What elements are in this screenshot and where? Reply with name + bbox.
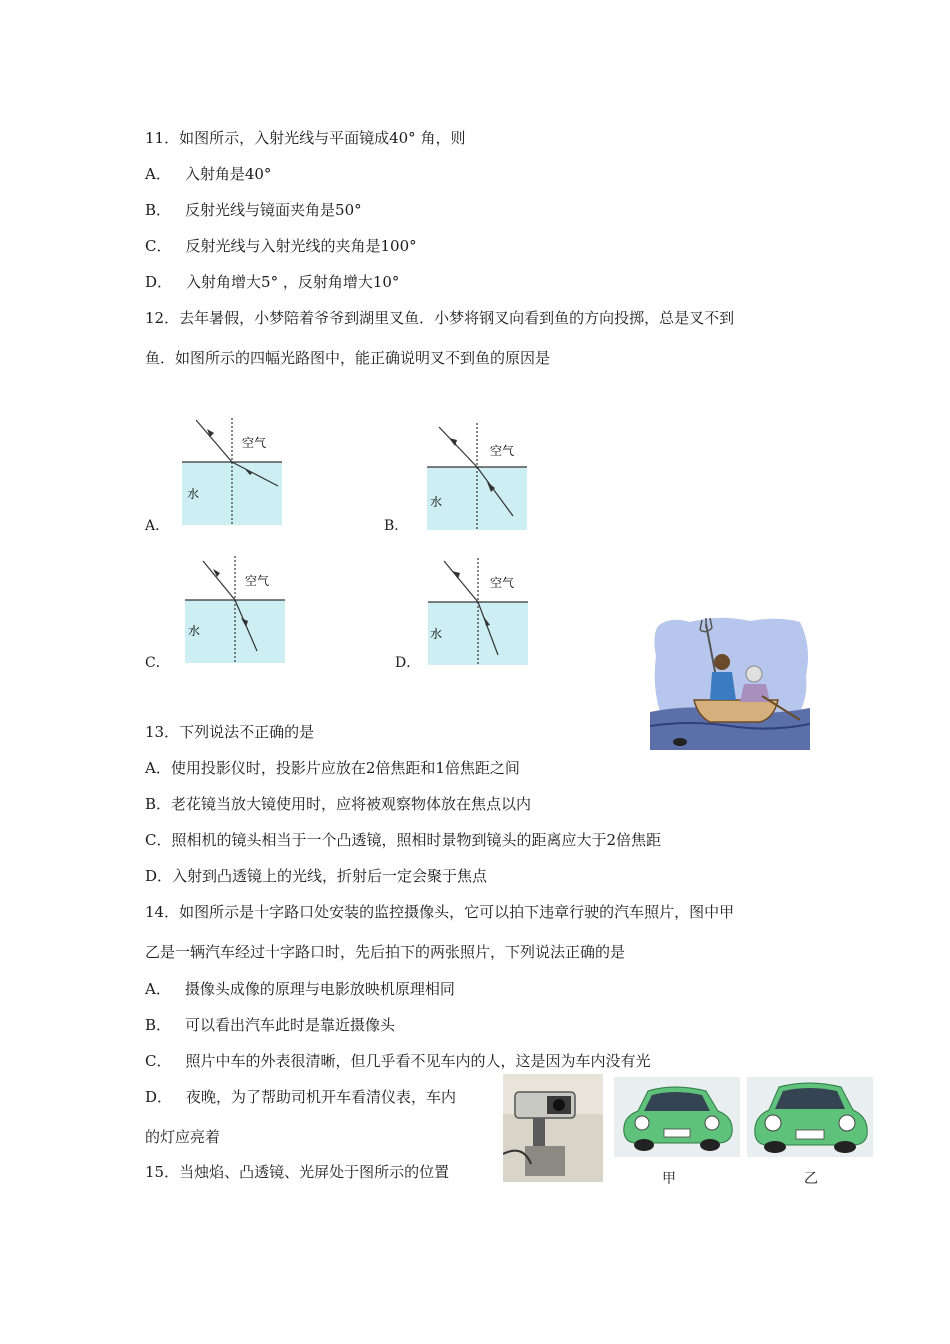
- child-body: [710, 672, 736, 700]
- diagram-b: [425, 420, 530, 532]
- q13-stem: 13．下列说法不正确的是: [145, 723, 315, 741]
- option-text: 摄像头成像的原理与电影放映机原理相同: [184, 980, 455, 998]
- option-letter: B．: [145, 1016, 172, 1034]
- option-letter: D．: [145, 273, 173, 291]
- car-wheel: [764, 1141, 786, 1153]
- water-label: 水: [430, 627, 443, 641]
- option-letter: A．: [145, 165, 171, 183]
- child-head: [714, 654, 730, 670]
- option-letter: B．: [145, 201, 172, 219]
- q14-option-d-cont: 的灯应亮着: [145, 1128, 221, 1146]
- air-label: 空气: [242, 436, 267, 450]
- q14-option-c: [145, 1051, 651, 1071]
- car-wheel: [834, 1141, 856, 1153]
- option-text: 入射角是40°: [184, 165, 272, 183]
- car-wheel: [700, 1139, 720, 1151]
- camera-mount: [533, 1118, 545, 1148]
- car-headlight: [635, 1116, 649, 1130]
- car-headlight: [705, 1116, 719, 1130]
- arrow-icon: [452, 571, 460, 579]
- q15-stem: 15．当烛焰、凸透镜、光屏处于图所示的位置: [145, 1163, 450, 1181]
- car-wheel: [634, 1139, 654, 1151]
- q13-option-b: B．老花镜当放大镜使用时，应将被观察物体放在焦点以内: [145, 795, 532, 813]
- lens-glass: [553, 1099, 565, 1111]
- option-text: 反射光线与镜面夹角是50°: [185, 201, 362, 219]
- q14-stem-line1: 14．如图所示是十字路口处安装的监控摄像头，它可以拍下违章行驶的汽车照片，图中甲: [145, 903, 735, 921]
- water-label: 水: [187, 487, 200, 501]
- fish: [673, 738, 687, 746]
- car-windshield: [775, 1088, 845, 1109]
- photo-label-jia: 甲: [662, 1171, 676, 1187]
- water-label: 水: [188, 624, 201, 638]
- q14-stem-line2: 乙是一辆汽车经过十字路口时，先后拍下的两张照片，下列说法正确的是: [145, 943, 626, 961]
- diagram-a-letter: A．: [145, 518, 170, 534]
- q12-stem-line2: 鱼．如图所示的四幅光路图中，能正确说明叉不到鱼的原因是: [145, 349, 551, 367]
- arrow-icon: [213, 569, 220, 577]
- option-text: 照片中车的外表很清晰，但几乎看不见车内的人，这是因为车内没有光: [185, 1052, 651, 1070]
- option-letter: C．: [145, 237, 172, 255]
- car-photo-jia: [614, 1077, 740, 1163]
- grandpa-head: [746, 666, 762, 682]
- q14-option-a: [145, 979, 455, 999]
- fishing-boat-illustration: [650, 616, 810, 750]
- car-headlight: [765, 1115, 781, 1131]
- ray-line: [203, 561, 235, 600]
- air-label: 空气: [490, 576, 515, 590]
- option-letter: C．: [145, 1052, 172, 1070]
- option-letter: A．: [145, 980, 171, 998]
- water-label: 水: [430, 495, 443, 509]
- camera-base: [525, 1146, 565, 1176]
- q11-option-d: [145, 272, 399, 292]
- photo-label-yi: 乙: [804, 1171, 818, 1187]
- diagram-b-letter: B．: [384, 518, 409, 534]
- ray-line: [196, 420, 232, 462]
- license-plate: [664, 1129, 690, 1137]
- q11-option-a: [145, 164, 271, 184]
- q12-stem-line1: 12．去年暑假，小梦陪着爷爷到湖里叉鱼．小梦将钢叉向看到鱼的方向投掷，总是叉不到: [145, 309, 735, 327]
- air-label: 空气: [245, 574, 270, 588]
- diagram-c-letter: C．: [145, 655, 170, 671]
- option-text: 反射光线与入射光线的夹角是100°: [185, 237, 417, 255]
- q13-option-d: D．入射到凸透镜上的光线，折射后一定会聚于焦点: [145, 867, 488, 885]
- q11-stem: 11．如图所示，入射光线与平面镜成40° 角，则: [145, 129, 466, 147]
- car-photo-yi: [747, 1077, 873, 1163]
- q13-option-a: A．使用投影仪时，投影片应放在2倍焦距和1倍焦距之间: [145, 759, 520, 777]
- diagram-d: [426, 555, 531, 667]
- q13-option-c: C．照相机的镜头相当于一个凸透镜，照相时景物到镜头的距离应大于2倍焦距: [145, 831, 662, 849]
- q11-option-c: [145, 236, 417, 256]
- arrow-icon: [207, 429, 214, 437]
- diagram-d-letter: D．: [395, 655, 421, 671]
- diagram-c: [183, 553, 288, 665]
- option-letter: D．: [145, 1088, 173, 1106]
- q11-option-b: [145, 200, 362, 220]
- air-label: 空气: [490, 444, 515, 458]
- ray-line: [444, 561, 478, 602]
- boat: [694, 700, 778, 722]
- option-text: 入射角增大5° ，反射角增大10°: [186, 273, 400, 291]
- license-plate: [796, 1130, 824, 1139]
- q14-option-d: [145, 1087, 456, 1107]
- car-windshield: [644, 1092, 710, 1111]
- q14-option-b: [145, 1015, 395, 1035]
- diagram-a: [180, 415, 285, 527]
- car-headlight: [839, 1115, 855, 1131]
- option-text: 可以看出汽车此时是靠近摄像头: [185, 1016, 396, 1034]
- ray-line: [439, 427, 477, 467]
- surveillance-camera-photo: [503, 1074, 603, 1182]
- option-text: 夜晚，为了帮助司机开车看清仪表，车内: [186, 1088, 457, 1106]
